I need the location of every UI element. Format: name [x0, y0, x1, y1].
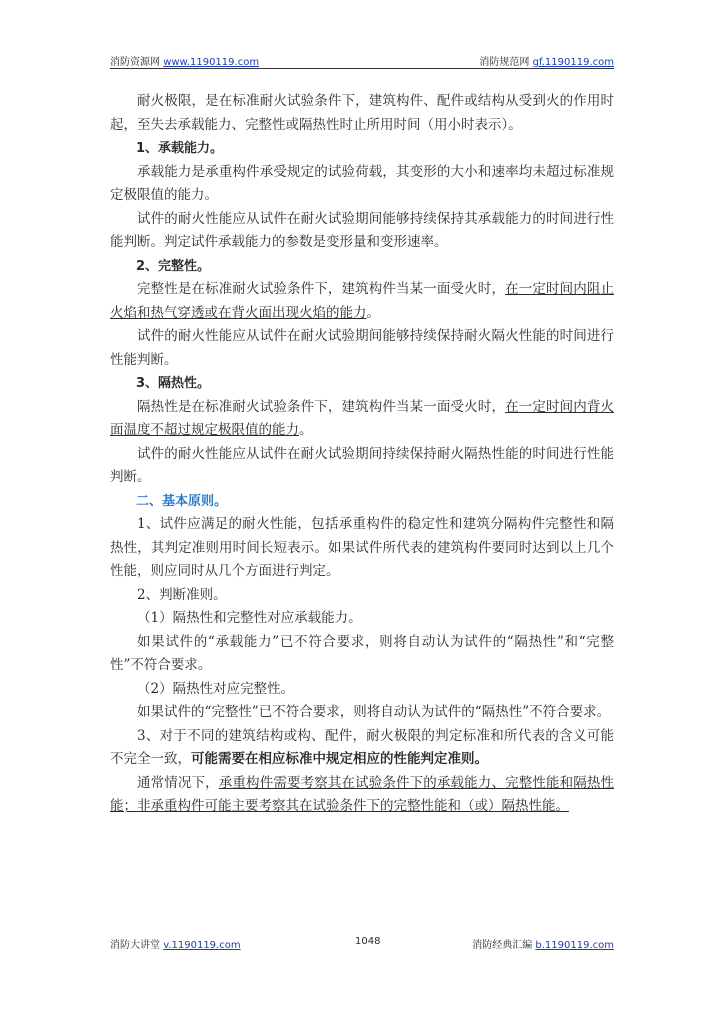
footer-left: [110, 936, 241, 951]
footer-left-link[interactable]: v.1190119.com: [163, 940, 241, 951]
text-run: 。: [299, 422, 313, 438]
paragraph-load-bearing-judgement: 试件的耐火性能应从试件在耐火试验期间能够持续保持其承载能力的时间进行性能判断。判定试件承载能力的参数是变形量和变形速率。: [110, 210, 614, 250]
text-run: 3、对于不同的建筑结构或构、配件，耐火极限的判定标准和所代表的含义可能不完全一致，: [110, 727, 614, 767]
paragraph-criterion-1: （1）隔热性和完整性对应承载能力。: [137, 610, 362, 626]
heading-insulation: 3、隔热性。: [136, 376, 211, 391]
heading-integrity: 2、完整性。: [136, 258, 211, 274]
header-right-link[interactable]: gf.1190119.com: [532, 57, 614, 68]
paragraph-integrity-def: [110, 278, 614, 325]
paragraph-insulation-judgement: 试件的耐火性能应从试件在耐火试验期间持续保持耐火隔热性能的时间进行性能判断。: [110, 445, 614, 485]
header-right-label: 消防规范网: [479, 57, 530, 68]
paragraph-usual-case: [110, 772, 614, 819]
underlined-text: 承重构件需要考察其在试验条件下的承载能力、完整性能和隔热性能；非承重构件可能主要考察其在试验条件下的完整性能和（或）隔热性能。: [110, 774, 615, 814]
header-right: [479, 53, 614, 68]
paragraph-principle-1: 1、试件应满足的耐火性能，包括承重构件的稳定性和建筑分隔构件完整性和隔热性，其判定准则用时间长短表示。如果试件所代表的建筑构件要同时达到以上几个性能，则应同时从几个方面进行判定。: [110, 516, 614, 579]
paragraph-load-bearing-def: 承载能力是承重构件承受规定的试验荷载，其变形的大小和速率均未超过标准规定极限值的能力。: [110, 163, 614, 203]
text-run: 完整性是在标准耐火试验条件下，建筑构件当某一面受火时，: [137, 281, 506, 297]
document-body: [110, 90, 614, 819]
heading-load-bearing: 1、承载能力。: [136, 141, 224, 156]
paragraph-criterion-2-detail: 如果试件的“完整性”已不符合要求，则将自动认为试件的“隔热性”不符合要求。: [137, 704, 611, 720]
footer-left-label: 消防大讲堂: [110, 940, 160, 951]
page-number: 1048: [355, 936, 381, 947]
paragraph-definition: 耐火极限，是在标准耐火试验条件下，建筑构件、配件或结构从受到火的作用时起，至失去承载能力、完整性或隔热性时止所用时间（用小时表示）。: [110, 93, 614, 133]
header-left-link[interactable]: www.1190119.com: [163, 57, 260, 68]
header-left: [110, 53, 259, 68]
paragraph-criterion-2: （2）隔热性对应完整性。: [137, 680, 295, 697]
underlined-text: 在一定时间内背火面温度不超过规定极限值的能力: [110, 398, 615, 438]
footer-right-label: 消防经典汇编: [472, 940, 533, 951]
page-footer: [110, 936, 614, 952]
heading-basic-principles: 二、基本原则。: [136, 493, 228, 509]
paragraph-principle-2: 2、判断准则。: [137, 586, 227, 603]
page-header: [110, 52, 614, 69]
paragraph-integrity-judgement: 试件的耐火性能应从试件在耐火试验期间能够持续保持耐火隔火性能的时间进行性能判断。: [110, 328, 614, 368]
paragraph-criterion-1-detail: 如果试件的“承载能力”已不符合要求，则将自动认为试件的“隔热性”和“完整性”不符合要求。: [110, 633, 614, 673]
bold-text: 可能需要在相应标准中规定相应的性能判定准则。: [191, 751, 488, 767]
text-run: 通常情况下，: [137, 774, 219, 791]
text-run: 。: [366, 304, 380, 321]
paragraph-principle-3: [110, 725, 614, 772]
paragraph-insulation-def: [110, 396, 614, 443]
header-left-label: 消防资源网: [110, 57, 160, 68]
footer-right-link[interactable]: b.1190119.com: [535, 940, 614, 951]
footer-right: [472, 936, 614, 951]
text-run: 隔热性是在标准耐火试验条件下，建筑构件当某一面受火时，: [137, 398, 506, 415]
underlined-text: 在一定时间内阻止火焰和热气穿透或在背火面出现火焰的能力: [110, 281, 615, 321]
